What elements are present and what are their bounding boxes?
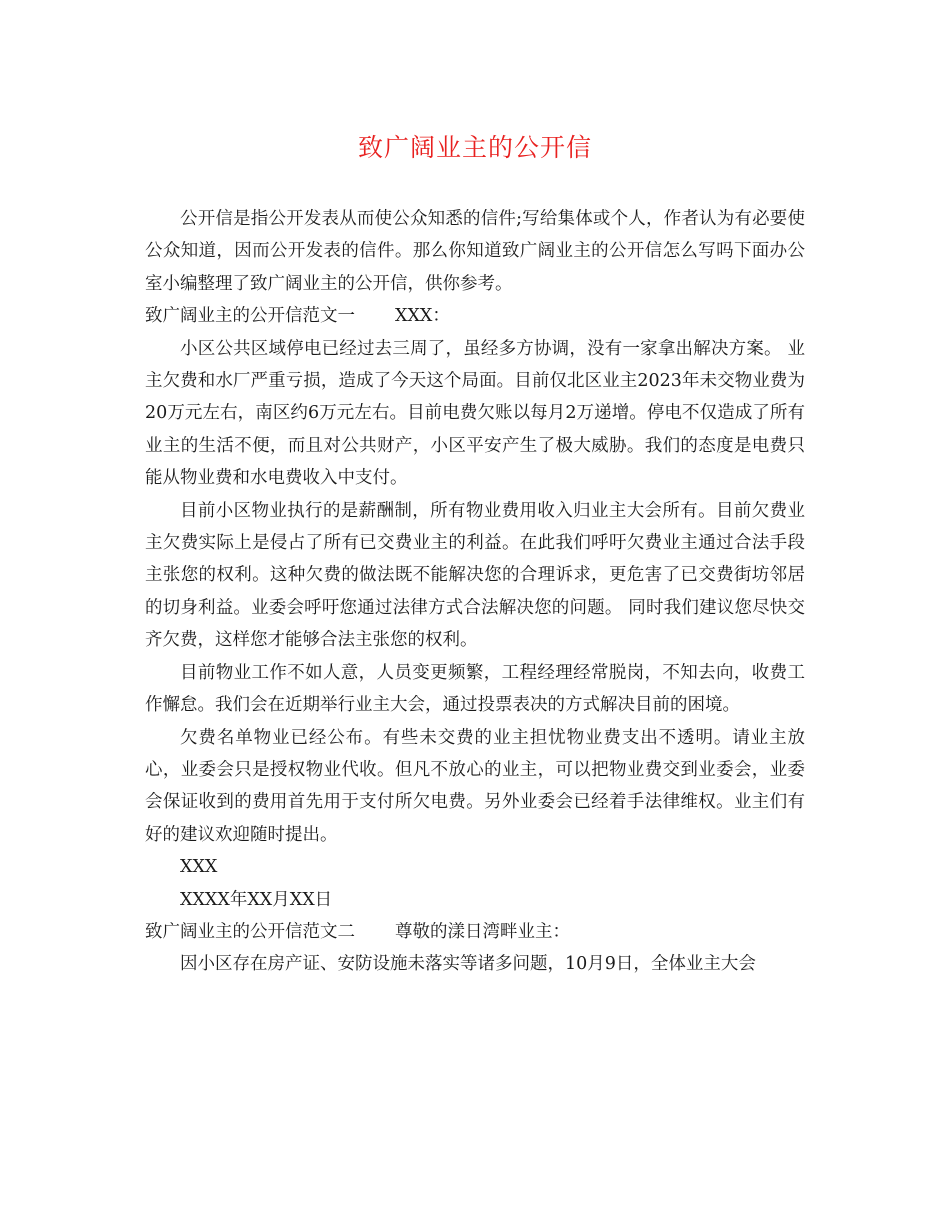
sample-two-heading-text: 致广阔业主的公开信范文二 <box>145 921 355 942</box>
sample-one-heading-text: 致广阔业主的公开信范文一 <box>145 306 355 327</box>
document-body <box>145 203 805 981</box>
sample-one-date: XXXX年XX月XX日 <box>180 889 333 910</box>
sample-one-paragraph-2: 目前小区物业执行的是薪酬制，所有物业费用收入归业主大会所有。目前欠费业主欠费实际上是侵占了所有已交费业主的利益。在此我们呼吁欠费业主通过合法手段主张您的权利。这种欠费的做法既不能解决您的合理诉求，更危害了已交费街坊邻居的切身利益。业委会呼吁您通过法律方式合法解决您的问题。 同时我们建议您尽快交齐欠费，这样您才能够合法主张您的权利。 <box>145 500 805 651</box>
intro-paragraph: 公开信是指公开发表从而使公众知悉的信件;写给集体或个人，作者认为有必要使公众知道，因而公开发表的信件。那么你知道致广阔业主的公开信怎么写吗下面办公室小编整理了致广阔业主的公开信，供你参考。 <box>145 209 805 294</box>
sample-one-paragraph-4: 欠费名单物业已经公布。有些未交费的业主担忧物业费支出不透明。请业主放心，业委会只是授权物业代收。但凡不放心的业主，可以把物业费交到业委会，业委会保证收到的费用首先用于支付所欠电费。另外业委会已经着手法律维权。业主们有好的建议欢迎随时提出。 <box>145 727 805 845</box>
sample-one-signature: XXX <box>180 857 218 878</box>
document-title: 致广阔业主的公开信 <box>357 133 592 162</box>
sample-one-heading <box>145 300 805 332</box>
sample-one-paragraph-3: 目前物业工作不如人意，人员变更频繁，工程经理经常脱岗，不知去向，收费工作懈怠。我们会在近期举行业主大会，通过投票表决的方式解决目前的困境。 <box>145 662 805 716</box>
sample-two-paragraph-1: 因小区存在房产证、安防设施未落实等诸多问题，10月9日，全体业主大会 <box>180 954 756 975</box>
sample-two-salutation: 尊敬的漾日湾畔业主： <box>395 921 570 942</box>
sample-two-heading <box>145 916 805 948</box>
sample-one-paragraph-1: 小区公共区域停电已经过去三周了，虽经多方协调，没有一家拿出解决方案。 业主欠费和水厂严重亏损，造成了今天这个局面。目前仅北区业主2023年未交物业费为20万元左右，南区约6万元左右。目前电费欠账以每月2万递增。停电不仅造成了所有业主的生活不便，而且对公共财产，小区平安产生了极大威胁。我们的态度是电费只能从物业费和水电费收入中支付。 <box>145 338 805 489</box>
sample-one-salutation: XXX： <box>395 306 450 327</box>
